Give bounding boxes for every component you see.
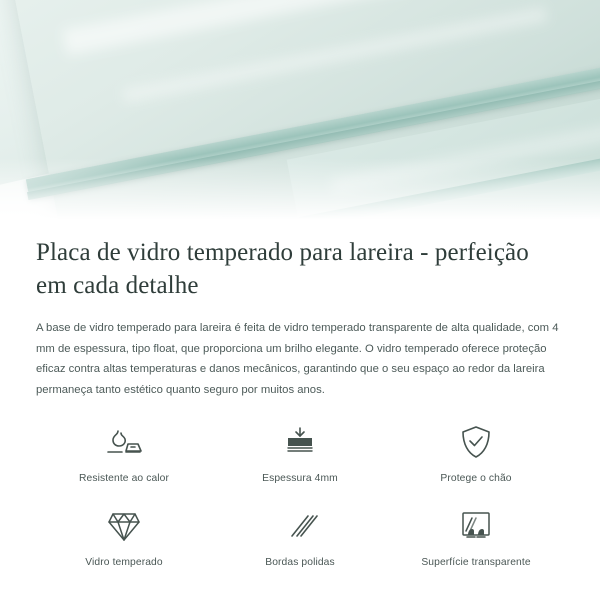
feature-item xyxy=(212,422,388,485)
feature-item xyxy=(36,506,212,569)
article-content xyxy=(0,228,600,569)
transparent-surface-icon xyxy=(453,506,499,546)
thickness-4mm-icon xyxy=(277,422,323,462)
feature-item xyxy=(388,506,564,569)
feature-label: Protege o chão xyxy=(440,473,512,485)
page-title: Placa de vidro temperado para lareira - perfeição em cada detalhe xyxy=(36,239,529,299)
feature-label: Superfície transparente xyxy=(421,556,531,568)
feature-label: Espessura 4mm xyxy=(262,473,338,485)
article-paragraph: A base de vidro temperado para lareira é feita de vidro temperado transparente de alta qualidade, com 4 mm de espessura, tipo float, que proporciona um brilho elegante. O vidro temperado oferece proteção eficaz contra altas temperaturas e danos mecânicos, garantindo que o seu espaço ao redor da lareira permaneça tanto estético quanto seguro por muitos anos. xyxy=(36,322,559,396)
hero-image xyxy=(0,0,600,228)
feature-item xyxy=(212,506,388,569)
feature-label: Resistente ao calor xyxy=(78,473,170,485)
diamond-icon xyxy=(101,506,147,546)
heat-resistant-icon xyxy=(101,422,147,462)
feature-label: Vidro temperado xyxy=(85,556,163,568)
polished-edges-icon xyxy=(277,506,323,546)
feature-item xyxy=(388,422,564,485)
feature-label: Bordas polidas xyxy=(265,556,335,568)
shield-check-icon xyxy=(453,422,499,462)
hero-bottom-fade xyxy=(0,158,600,228)
feature-grid xyxy=(36,422,564,569)
feature-item xyxy=(36,422,212,485)
